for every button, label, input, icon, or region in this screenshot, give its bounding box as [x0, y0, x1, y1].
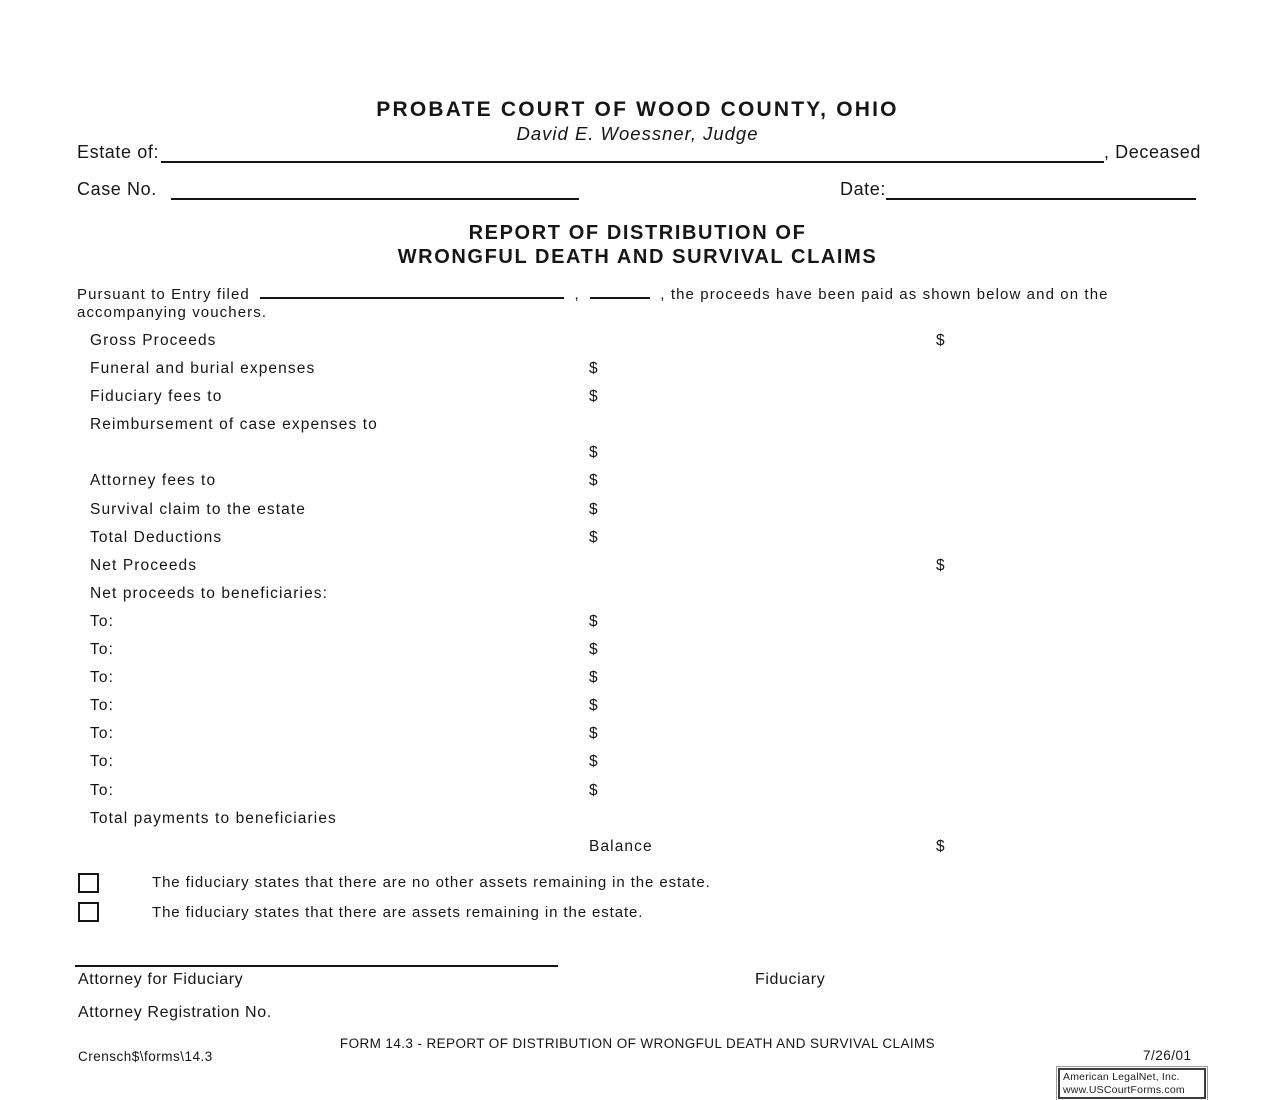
- line-item-row: [90, 358, 1202, 386]
- entry-filed-year-field[interactable]: [590, 297, 650, 299]
- dollar-sign-mid: $: [589, 669, 599, 687]
- line-item-label: Funeral and burial expenses: [90, 360, 316, 378]
- dollar-sign-mid: $: [589, 500, 599, 518]
- deceased-label: , Deceased: [1103, 142, 1201, 162]
- line-item-label: Net Proceeds: [90, 556, 198, 574]
- dollar-sign-mid: $: [589, 388, 599, 406]
- line-item-row: [90, 639, 1202, 667]
- line-item-row: [90, 442, 1202, 470]
- line-item-label: Fiduciary fees to: [90, 388, 223, 406]
- line-item-row: [90, 723, 1202, 751]
- case-date-line: [77, 179, 1196, 200]
- entry-filed-date-field[interactable]: [260, 297, 564, 299]
- checkbox-no-other-assets[interactable]: [78, 873, 99, 893]
- date-field[interactable]: [886, 180, 1196, 200]
- line-item-label: Total payments to beneficiaries: [90, 809, 337, 827]
- line-item-row: [90, 499, 1202, 527]
- dollar-sign-mid: $: [589, 725, 599, 743]
- declaration-row-assets-remaining: [78, 898, 711, 928]
- form-title-line1: REPORT OF DISTRIBUTION OF: [468, 222, 807, 244]
- estate-of-line: [77, 142, 1201, 163]
- date-label: Date:: [839, 179, 886, 199]
- line-item-label: Balance: [589, 837, 653, 855]
- line-item-label: Net proceeds to beneficiaries:: [90, 584, 329, 602]
- case-number-field[interactable]: [171, 180, 579, 200]
- line-item-row: [90, 751, 1202, 779]
- line-item-row: [90, 780, 1202, 808]
- line-item-label: To:: [90, 753, 114, 771]
- intro-separator2: , the proceeds have been paid as shown below and on the accompanying vouchers.: [77, 286, 1109, 321]
- line-item-label: To:: [90, 781, 114, 799]
- form-title-line2: WRONGFUL DEATH AND SURVIVAL CLAIMS: [397, 246, 878, 268]
- form-title: [0, 221, 1275, 269]
- file-reference: Crensch$\forms\14.3: [78, 1049, 213, 1064]
- line-items: [90, 330, 1202, 864]
- line-item-row: [90, 470, 1202, 498]
- legalnet-url: www.USCourtForms.com: [1063, 1083, 1185, 1096]
- declaration-row-no-other-assets: [78, 868, 711, 898]
- line-item-label: To:: [90, 669, 114, 687]
- declaration-text-assets-remaining: The fiduciary states that there are assets remaining in the estate.: [152, 903, 644, 921]
- line-item-row: [90, 386, 1202, 414]
- attorney-registration-label: Attorney Registration No.: [78, 1004, 272, 1021]
- dollar-sign-mid: $: [589, 444, 599, 462]
- legalnet-company: American LegalNet, Inc.: [1063, 1071, 1180, 1083]
- line-item-row: [90, 611, 1202, 639]
- line-item-row: [90, 695, 1202, 723]
- dollar-sign-mid: $: [589, 360, 599, 378]
- revision-date: 7/26/01: [1143, 1048, 1192, 1063]
- court-title: PROBATE COURT OF WOOD COUNTY, OHIO: [376, 98, 899, 121]
- dollar-sign-right: $: [936, 332, 946, 349]
- attorney-signature-line[interactable]: [75, 965, 558, 967]
- line-item-label: To:: [90, 612, 114, 630]
- line-item-row: [90, 836, 1202, 864]
- attorney-for-fiduciary-label: Attorney for Fiduciary: [78, 971, 244, 988]
- dollar-sign-mid: $: [589, 781, 599, 799]
- line-item-label: Reimbursement of case expenses to: [90, 416, 378, 434]
- line-item-label: To:: [90, 697, 114, 715]
- line-item-row: [90, 414, 1202, 442]
- line-item-row: [90, 527, 1202, 555]
- line-item-row: [90, 555, 1202, 583]
- line-item-label: Survival claim to the estate: [90, 500, 307, 518]
- line-item-label: Attorney fees to: [90, 472, 217, 490]
- line-item-label: Gross Proceeds: [90, 332, 217, 349]
- line-item-label: To:: [90, 641, 114, 659]
- line-item-row: [90, 808, 1202, 836]
- dollar-sign-mid: $: [589, 612, 599, 630]
- dollar-sign-mid: $: [589, 528, 599, 546]
- intro-paragraph: [77, 286, 1201, 321]
- estate-of-label: Estate of:: [77, 142, 160, 162]
- line-item-label: To:: [90, 725, 114, 743]
- form-number-line: FORM 14.3 - REPORT OF DISTRIBUTION OF WRONGFUL DEATH AND SURVIVAL CLAIMS: [339, 1036, 936, 1051]
- checkbox-assets-remaining[interactable]: [78, 902, 99, 922]
- line-item-label: Total Deductions: [90, 528, 223, 546]
- line-item-row: [90, 583, 1202, 611]
- dollar-sign-mid: $: [589, 753, 599, 771]
- declaration-text-no-other-assets: The fiduciary states that there are no other assets remaining in the estate.: [152, 874, 711, 892]
- line-item-row: [90, 330, 1202, 358]
- legalnet-stamp: [1058, 1068, 1206, 1099]
- judge-name: David E. Woessner, Judge: [516, 123, 759, 144]
- dollar-sign-right: $: [936, 837, 946, 855]
- dollar-sign-mid: $: [589, 697, 599, 715]
- declarations: [78, 868, 711, 927]
- dollar-sign-right: $: [936, 556, 946, 574]
- dollar-sign-mid: $: [589, 472, 599, 490]
- case-no-label: Case No.: [77, 179, 157, 199]
- fiduciary-label: Fiduciary: [755, 971, 826, 988]
- dollar-sign-mid: $: [589, 641, 599, 659]
- intro-lead-text: Pursuant to Entry filed: [77, 286, 250, 303]
- intro-separator1: ,: [574, 286, 580, 303]
- estate-name-field[interactable]: [161, 143, 1104, 163]
- line-item-row: [90, 667, 1202, 695]
